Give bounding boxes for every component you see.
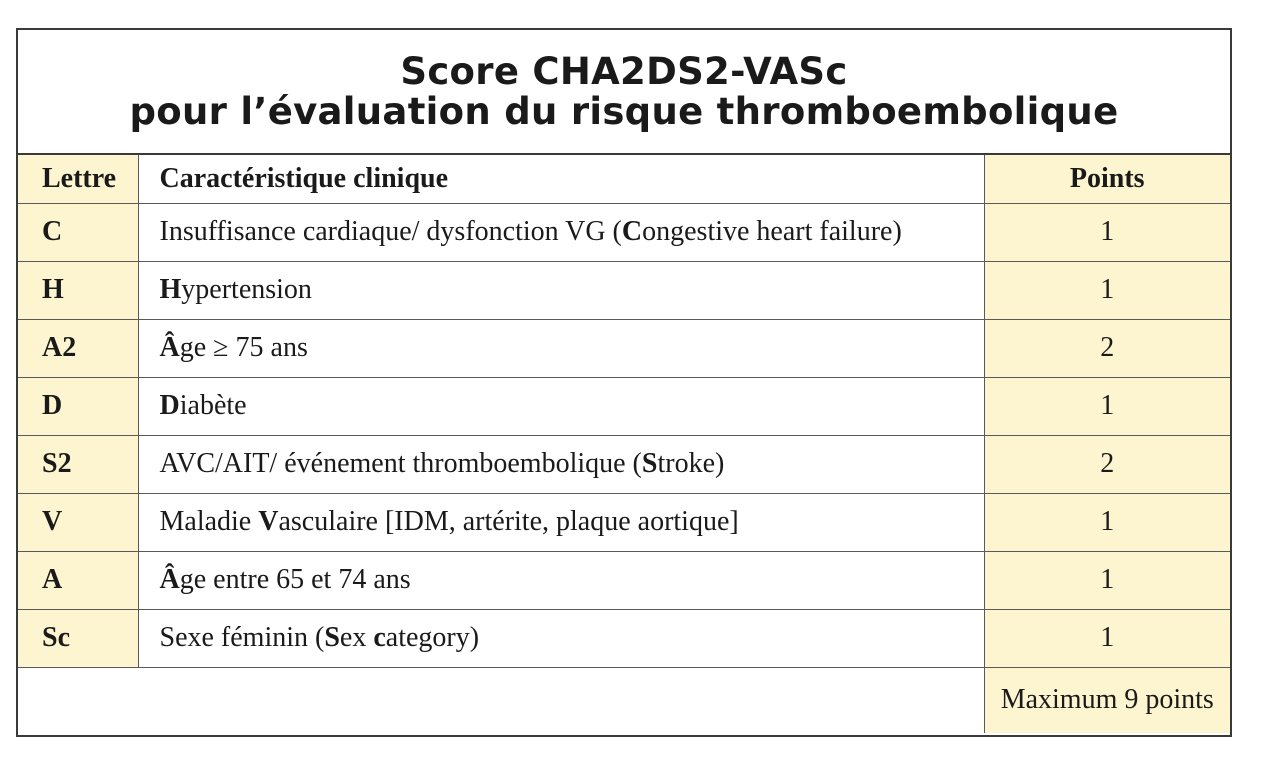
row-letter: V xyxy=(18,493,138,551)
header-letter: Lettre xyxy=(18,155,138,203)
row-points: 1 xyxy=(984,551,1230,609)
table-row xyxy=(18,319,1230,377)
mnemonic-letter: Â xyxy=(159,564,180,595)
mnemonic-letter: D xyxy=(159,390,180,421)
score-card xyxy=(16,28,1232,737)
score-table xyxy=(18,155,1230,733)
description-text: Sexe féminin ( xyxy=(159,622,325,653)
description-text: ategory) xyxy=(385,622,480,653)
table-row xyxy=(18,261,1230,319)
title-line-2: pour l’évaluation du risque thromboembolique xyxy=(129,89,1119,133)
row-letter: A xyxy=(18,551,138,609)
row-letter: C xyxy=(18,203,138,261)
row-points: 2 xyxy=(984,435,1230,493)
row-points: 2 xyxy=(984,319,1230,377)
row-characteristic xyxy=(138,261,984,319)
row-characteristic xyxy=(138,609,984,667)
description-text: troke) xyxy=(657,448,725,479)
row-points: 1 xyxy=(984,609,1230,667)
header-points: Points xyxy=(984,155,1230,203)
description-text: Insuffisance cardiaque/ dysfonction VG ( xyxy=(159,216,622,247)
mnemonic-letter: V xyxy=(258,506,279,537)
description-text: ongestive heart failure) xyxy=(642,216,902,247)
table-row xyxy=(18,493,1230,551)
header-row xyxy=(18,155,1230,203)
mnemonic-letter: H xyxy=(159,274,182,305)
table-row xyxy=(18,435,1230,493)
mnemonic-letter: c xyxy=(373,622,386,653)
title-block xyxy=(18,30,1230,155)
row-characteristic xyxy=(138,493,984,551)
mnemonic-letter: S xyxy=(324,622,340,653)
total-row xyxy=(18,667,1230,733)
description-text: ypertension xyxy=(181,274,312,305)
title-line-1: Score CHA2DS2-VASc xyxy=(400,49,848,93)
row-letter: H xyxy=(18,261,138,319)
row-characteristic xyxy=(138,319,984,377)
row-letter: D xyxy=(18,377,138,435)
table-row xyxy=(18,551,1230,609)
row-points: 1 xyxy=(984,261,1230,319)
description-text: ge entre 65 et 74 ans xyxy=(179,564,411,595)
description-text: ge ≥ 75 ans xyxy=(179,332,308,363)
table-row xyxy=(18,609,1230,667)
table-row xyxy=(18,203,1230,261)
row-letter: S2 xyxy=(18,435,138,493)
header-characteristic: Caractéristique clinique xyxy=(138,155,984,203)
table-row xyxy=(18,377,1230,435)
row-points: 1 xyxy=(984,377,1230,435)
description-text: asculaire [IDM, artérite, plaque aortique] xyxy=(278,506,739,537)
row-letter: A2 xyxy=(18,319,138,377)
total-spacer xyxy=(18,667,984,733)
mnemonic-letter: S xyxy=(641,448,658,479)
row-characteristic xyxy=(138,203,984,261)
row-points: 1 xyxy=(984,203,1230,261)
mnemonic-letter: C xyxy=(621,216,643,247)
row-characteristic xyxy=(138,435,984,493)
row-characteristic xyxy=(138,551,984,609)
description-text: Maladie xyxy=(159,506,259,537)
total-points: Maximum 9 points xyxy=(984,667,1230,733)
row-points: 1 xyxy=(984,493,1230,551)
mnemonic-letter: Â xyxy=(159,332,180,363)
row-letter: Sc xyxy=(18,609,138,667)
description-text: iabète xyxy=(179,390,247,421)
row-characteristic xyxy=(138,377,984,435)
description-text: AVC/AIT/ événement thromboembolique ( xyxy=(159,448,642,479)
description-text: ex xyxy=(339,622,374,653)
